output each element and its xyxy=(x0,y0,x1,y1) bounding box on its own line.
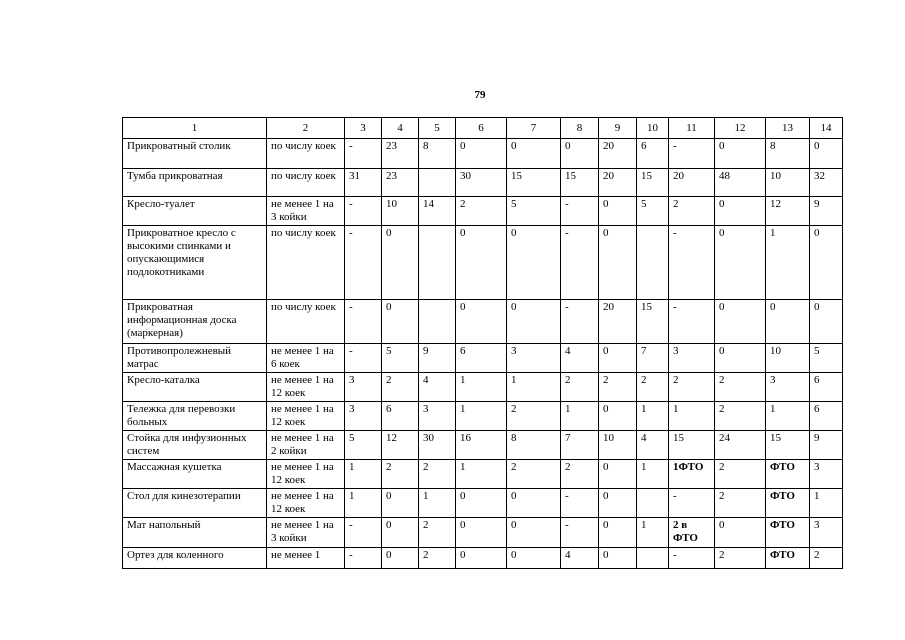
value-cell: 2 xyxy=(715,402,766,431)
column-header: 6 xyxy=(456,118,507,139)
value-cell: 0 xyxy=(599,460,637,489)
value-cell: 0 xyxy=(715,300,766,344)
value-cell: 0 xyxy=(507,518,561,548)
value-cell: 2 xyxy=(561,373,599,402)
value-cell xyxy=(637,226,669,300)
value-cell: 0 xyxy=(715,344,766,373)
value-cell: 0 xyxy=(382,548,419,569)
table-row xyxy=(123,169,843,197)
value-cell: 1 xyxy=(669,402,715,431)
value-cell: 0 xyxy=(599,518,637,548)
value-cell: 0 xyxy=(561,139,599,169)
value-cell: 32 xyxy=(810,169,843,197)
value-cell: 2 в ФТО xyxy=(669,518,715,548)
value-cell: ФТО xyxy=(766,460,810,489)
item-name-cell: Прикроватный столик xyxy=(123,139,267,169)
value-cell xyxy=(637,548,669,569)
item-name-cell: Стойка для инфузионных систем xyxy=(123,431,267,460)
column-header: 13 xyxy=(766,118,810,139)
value-cell: - xyxy=(345,226,382,300)
value-cell: 0 xyxy=(810,300,843,344)
value-cell: 3 xyxy=(810,518,843,548)
value-cell: 2 xyxy=(599,373,637,402)
item-name-cell: Мат напольный xyxy=(123,518,267,548)
value-cell: 8 xyxy=(507,431,561,460)
value-cell: 2 xyxy=(669,197,715,226)
page-number: 79 xyxy=(474,89,486,101)
value-cell: 23 xyxy=(382,139,419,169)
value-cell: - xyxy=(669,226,715,300)
value-cell: 2 xyxy=(561,460,599,489)
equipment-table xyxy=(122,117,843,569)
value-cell: 0 xyxy=(507,226,561,300)
value-cell: 0 xyxy=(382,226,419,300)
value-cell: 3 xyxy=(419,402,456,431)
value-cell: 15 xyxy=(766,431,810,460)
value-cell: 5 xyxy=(507,197,561,226)
value-cell: 12 xyxy=(382,431,419,460)
value-cell: 6 xyxy=(637,139,669,169)
value-cell: 5 xyxy=(345,431,382,460)
value-cell: 20 xyxy=(599,139,637,169)
value-cell: 2 xyxy=(382,373,419,402)
item-name-cell: Прикроватная информационная доска (маркерная) xyxy=(123,300,267,344)
value-cell: 10 xyxy=(382,197,419,226)
table-row xyxy=(123,518,843,548)
value-cell: - xyxy=(345,139,382,169)
value-cell: 0 xyxy=(715,226,766,300)
value-cell: 1 xyxy=(561,402,599,431)
value-cell: - xyxy=(669,489,715,518)
value-cell: 23 xyxy=(382,169,419,197)
value-cell: 1 xyxy=(419,489,456,518)
norm-cell: по числу коек xyxy=(267,226,345,300)
value-cell: 2 xyxy=(507,460,561,489)
value-cell: 0 xyxy=(507,139,561,169)
value-cell: 0 xyxy=(456,518,507,548)
value-cell: 15 xyxy=(507,169,561,197)
value-cell: 2 xyxy=(810,548,843,569)
norm-cell: по числу коек xyxy=(267,169,345,197)
value-cell: 10 xyxy=(766,169,810,197)
column-header: 12 xyxy=(715,118,766,139)
value-cell: 5 xyxy=(810,344,843,373)
value-cell: 3 xyxy=(669,344,715,373)
value-cell: 12 xyxy=(766,197,810,226)
item-name-cell: Массажная кушетка xyxy=(123,460,267,489)
value-cell: 1 xyxy=(637,402,669,431)
table-row xyxy=(123,489,843,518)
norm-cell: по числу коек xyxy=(267,139,345,169)
value-cell: - xyxy=(345,344,382,373)
value-cell: 1 xyxy=(345,460,382,489)
table-row xyxy=(123,300,843,344)
value-cell: 1 xyxy=(456,402,507,431)
value-cell: 0 xyxy=(507,300,561,344)
item-name-cell: Противопролежневый матрас xyxy=(123,344,267,373)
value-cell: 2 xyxy=(507,402,561,431)
value-cell: 4 xyxy=(561,344,599,373)
value-cell: 0 xyxy=(599,226,637,300)
value-cell: 2 xyxy=(715,489,766,518)
norm-cell: не менее 1 на 12 коек xyxy=(267,402,345,431)
value-cell: 3 xyxy=(810,460,843,489)
value-cell: - xyxy=(669,548,715,569)
value-cell: 0 xyxy=(766,300,810,344)
table-row xyxy=(123,344,843,373)
value-cell: 4 xyxy=(561,548,599,569)
table-row xyxy=(123,226,843,300)
value-cell: 0 xyxy=(715,197,766,226)
table-row xyxy=(123,460,843,489)
value-cell: 1 xyxy=(456,373,507,402)
value-cell: 2 xyxy=(419,548,456,569)
value-cell: - xyxy=(669,300,715,344)
value-cell: 0 xyxy=(599,197,637,226)
value-cell: 0 xyxy=(456,300,507,344)
value-cell: 48 xyxy=(715,169,766,197)
value-cell: 2 xyxy=(456,197,507,226)
norm-cell: по числу коек xyxy=(267,300,345,344)
value-cell: 2 xyxy=(715,373,766,402)
value-cell: 2 xyxy=(419,460,456,489)
value-cell: - xyxy=(561,518,599,548)
value-cell: 0 xyxy=(599,402,637,431)
norm-cell: не менее 1 на 6 коек xyxy=(267,344,345,373)
value-cell: 6 xyxy=(382,402,419,431)
item-name-cell: Кресло-туалет xyxy=(123,197,267,226)
value-cell: 1 xyxy=(345,489,382,518)
column-header: 10 xyxy=(637,118,669,139)
value-cell: 16 xyxy=(456,431,507,460)
value-cell: 0 xyxy=(810,139,843,169)
value-cell: 1ФТО xyxy=(669,460,715,489)
value-cell xyxy=(419,169,456,197)
column-header: 3 xyxy=(345,118,382,139)
value-cell: 20 xyxy=(599,300,637,344)
value-cell: 2 xyxy=(669,373,715,402)
value-cell: - xyxy=(561,197,599,226)
column-header: 11 xyxy=(669,118,715,139)
value-cell xyxy=(419,300,456,344)
value-cell: 0 xyxy=(456,548,507,569)
table-row xyxy=(123,139,843,169)
value-cell: 30 xyxy=(419,431,456,460)
value-cell: 20 xyxy=(599,169,637,197)
value-cell: 2 xyxy=(419,518,456,548)
value-cell: 0 xyxy=(715,139,766,169)
value-cell: 31 xyxy=(345,169,382,197)
value-cell: 30 xyxy=(456,169,507,197)
value-cell: 9 xyxy=(810,197,843,226)
value-cell: 10 xyxy=(599,431,637,460)
norm-cell: не менее 1 на 12 коек xyxy=(267,373,345,402)
column-header: 14 xyxy=(810,118,843,139)
table-row xyxy=(123,431,843,460)
norm-cell: не менее 1 на 3 койки xyxy=(267,518,345,548)
value-cell xyxy=(637,489,669,518)
norm-cell: не менее 1 на 12 коек xyxy=(267,489,345,518)
column-header: 5 xyxy=(419,118,456,139)
value-cell: - xyxy=(561,300,599,344)
item-name-cell: Кресло-каталка xyxy=(123,373,267,402)
column-header: 9 xyxy=(599,118,637,139)
value-cell: 1 xyxy=(810,489,843,518)
value-cell: 3 xyxy=(345,402,382,431)
value-cell: 15 xyxy=(669,431,715,460)
value-cell: 2 xyxy=(715,548,766,569)
value-cell: 1 xyxy=(766,226,810,300)
value-cell: 15 xyxy=(561,169,599,197)
value-cell: 9 xyxy=(419,344,456,373)
value-cell: - xyxy=(345,518,382,548)
value-cell: - xyxy=(345,197,382,226)
value-cell: 3 xyxy=(345,373,382,402)
value-cell: 2 xyxy=(382,460,419,489)
value-cell: 0 xyxy=(507,489,561,518)
norm-cell: не менее 1 на 2 койки xyxy=(267,431,345,460)
column-header: 7 xyxy=(507,118,561,139)
value-cell: 5 xyxy=(637,197,669,226)
value-cell: 0 xyxy=(599,548,637,569)
value-cell: 9 xyxy=(810,431,843,460)
value-cell: 1 xyxy=(507,373,561,402)
value-cell: - xyxy=(561,226,599,300)
table-row xyxy=(123,402,843,431)
value-cell: 6 xyxy=(456,344,507,373)
value-cell: - xyxy=(345,300,382,344)
item-name-cell: Ортез для коленного xyxy=(123,548,267,569)
value-cell: 3 xyxy=(766,373,810,402)
column-header: 1 xyxy=(123,118,267,139)
value-cell: 0 xyxy=(456,489,507,518)
value-cell: 4 xyxy=(419,373,456,402)
norm-cell: не менее 1 xyxy=(267,548,345,569)
norm-cell: не менее 1 на 3 койки xyxy=(267,197,345,226)
value-cell: 5 xyxy=(382,344,419,373)
value-cell: 0 xyxy=(382,300,419,344)
value-cell: 24 xyxy=(715,431,766,460)
value-cell: 1 xyxy=(637,460,669,489)
value-cell: 8 xyxy=(419,139,456,169)
value-cell: 6 xyxy=(810,373,843,402)
value-cell: - xyxy=(669,139,715,169)
item-name-cell: Стол для кинезотерапии xyxy=(123,489,267,518)
value-cell: 0 xyxy=(456,139,507,169)
value-cell: 20 xyxy=(669,169,715,197)
value-cell: 0 xyxy=(507,548,561,569)
value-cell: 0 xyxy=(456,226,507,300)
column-header: 4 xyxy=(382,118,419,139)
value-cell: ФТО xyxy=(766,548,810,569)
value-cell: 0 xyxy=(382,489,419,518)
table-row xyxy=(123,197,843,226)
value-cell: 6 xyxy=(810,402,843,431)
value-cell: 10 xyxy=(766,344,810,373)
value-cell xyxy=(419,226,456,300)
column-header: 2 xyxy=(267,118,345,139)
value-cell: 1 xyxy=(637,518,669,548)
value-cell: 14 xyxy=(419,197,456,226)
value-cell: 2 xyxy=(715,460,766,489)
value-cell: - xyxy=(345,548,382,569)
value-cell: 0 xyxy=(599,344,637,373)
item-name-cell: Тележка для перевозки больных xyxy=(123,402,267,431)
value-cell: 15 xyxy=(637,169,669,197)
value-cell: 2 xyxy=(637,373,669,402)
norm-cell: не менее 1 на 12 коек xyxy=(267,460,345,489)
table-row xyxy=(123,373,843,402)
value-cell: - xyxy=(561,489,599,518)
value-cell: 1 xyxy=(456,460,507,489)
value-cell: 3 xyxy=(507,344,561,373)
value-cell: 7 xyxy=(637,344,669,373)
value-cell: 0 xyxy=(382,518,419,548)
table-header-row xyxy=(123,118,843,139)
value-cell: ФТО xyxy=(766,518,810,548)
value-cell: ФТО xyxy=(766,489,810,518)
value-cell: 4 xyxy=(637,431,669,460)
value-cell: 1 xyxy=(766,402,810,431)
value-cell: 7 xyxy=(561,431,599,460)
value-cell: 0 xyxy=(810,226,843,300)
value-cell: 0 xyxy=(599,489,637,518)
value-cell: 8 xyxy=(766,139,810,169)
value-cell: 0 xyxy=(715,518,766,548)
item-name-cell: Прикроватное кресло с высокими спинками и опускающимися подлокотниками xyxy=(123,226,267,300)
item-name-cell: Тумба прикроватная xyxy=(123,169,267,197)
value-cell: 15 xyxy=(637,300,669,344)
table-row xyxy=(123,548,843,569)
column-header: 8 xyxy=(561,118,599,139)
